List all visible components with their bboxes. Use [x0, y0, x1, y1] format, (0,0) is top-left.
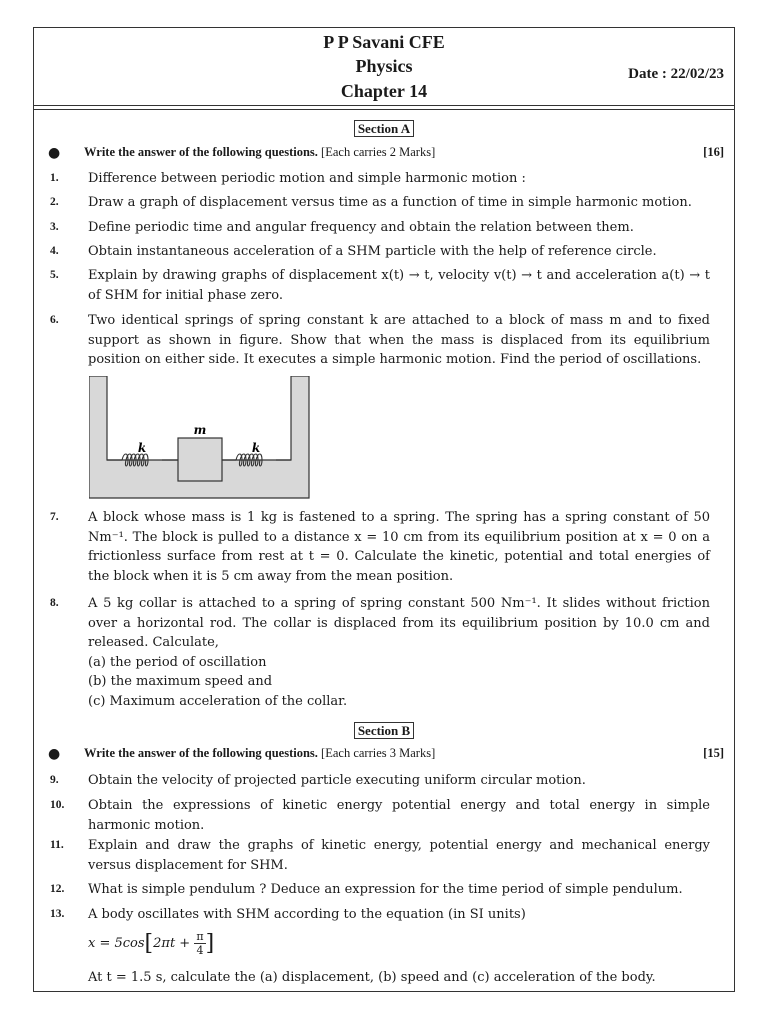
bullet-icon: ●	[48, 746, 61, 762]
spring-left-label: k	[137, 441, 147, 455]
spring-block-figure	[89, 376, 311, 500]
shm-equation: x = 5cos[2πt + $\frac{\pi}{4}$ ]	[88, 930, 215, 957]
bullet-icon: ●	[48, 145, 61, 161]
sub-question: (c) Maximum acceleration of the collar.	[88, 693, 348, 709]
section-a-label: Section A	[34, 118, 734, 137]
subject-title: Physics	[355, 56, 413, 76]
school-name: P P Savani CFE	[323, 32, 445, 52]
sub-question: (b) the maximum speed and	[88, 674, 273, 689]
section-b-label: Section B	[34, 720, 734, 739]
exam-date: Date : 22/02/23	[628, 66, 724, 82]
page-frame: P P Savani CFE Physics Chapter 14 Date : 22/02/23 Section A ● Write the answer of the following questions. [Each carries 2 Marks] [16] 1. Difference between periodic motion and simple harmonic motion : 2. Draw a graph of displacement versus time as a function of time in simple harmonic motion. 3. Define periodic time and angular frequency and obtain the relation between them. 4. Obtain instantaneous acceleration of a SHM particle with the help of reference circle. 5. Explain by drawing graphs of displacement x(t) → t, velocity v(t) → t and acceleration a(t) → t of SHM for initial phase zero. 6. Two identical springs of spring constant k are attached to a block of mass m and to fixed support as shown in figure. Show that when the mass is displaced from its equilibrium position on either side. It executes a simple harmonic motion. Find the period of oscillations. m k k 7. A block whose mass is 1 kg is fastened to a spring. The spring has a spring constant of 50 Nm⁻¹. The block is pulled to a distance x = 10 cm from its equilibrium position at x = 0 on a frictionless surface from rest at t = 0. Calculate the kinetic, potential and total energies of the block when it is 5 cm away from the mean position. 8. A 5 kg collar is attached to a spring of spring constant 500 Nm⁻¹. It slides without friction over a horizontal rod. The collar is displaced from its equilibrium position by 10.0 cm and released. Calculate, (a) the period of oscillation (b) the maximum speed and (c) Maximum acceleration of the collar. Section B ● Write the answer of the following questions. [Each carries 3 Marks] [15] 9. Obtain the velocity of projected particle executing uniform circular motion. 10. Obtain the expressions of kinetic energy potential energy and total energy in simple harmonic motion. 11. Explain and draw the graphs of kinetic energy, potential energy and mechanical energy versus displacement for SHM. 12. What is simple pendulum ? Deduce an expression for the time period of simple pendulum. 13. A body oscillates with SHM according to the equation (in SI units) x = 5cos[2πt + $\frac{\pi}{4}$ ] At t = 1.5 s, calculate the (a) displacement, (b) speed and (c) acceleration of the body.	[33, 27, 735, 992]
header-divider	[34, 105, 734, 106]
sub-question: (a) the period of oscillation	[88, 654, 267, 670]
mass-block	[178, 438, 222, 481]
section-b-marks: [15]	[703, 746, 724, 760]
header-divider-2	[34, 109, 734, 110]
spring-right-label: k	[251, 441, 261, 455]
chapter-title: Chapter 14	[340, 81, 428, 101]
header	[34, 28, 734, 108]
mass-label: m	[193, 423, 207, 437]
section-a-marks: [16]	[703, 145, 724, 159]
